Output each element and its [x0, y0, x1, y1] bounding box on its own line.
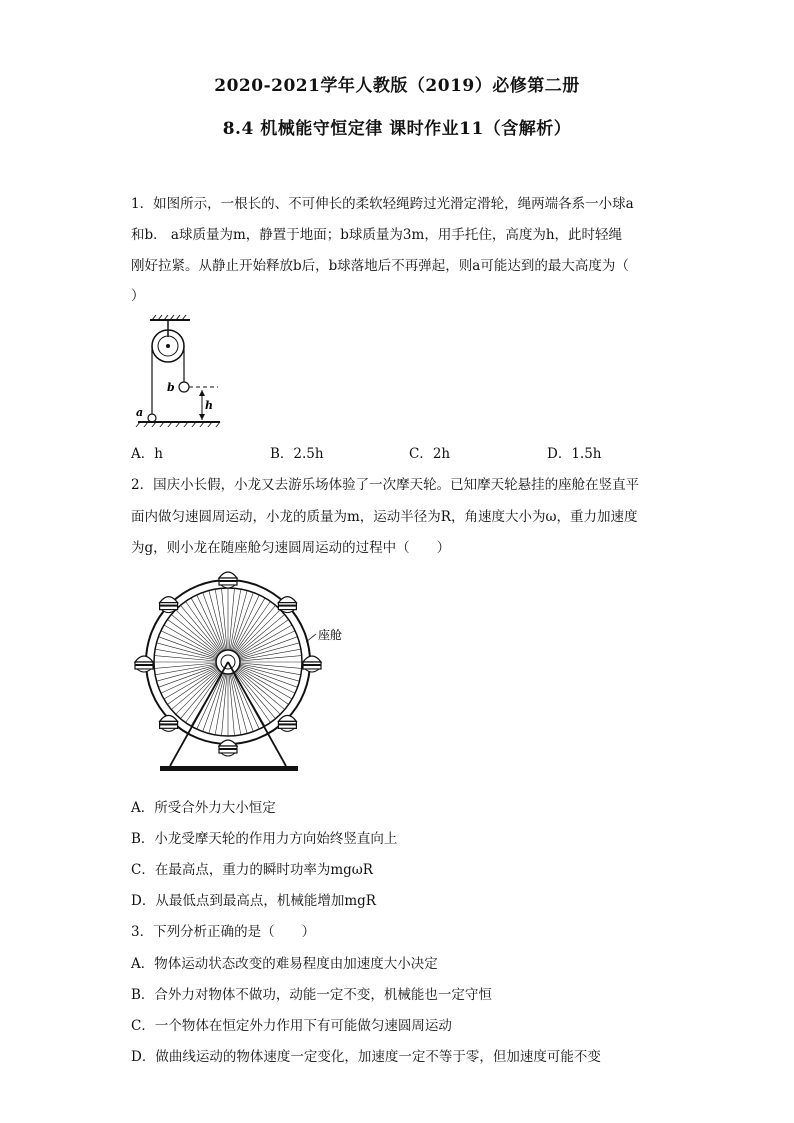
cabin-icon	[278, 597, 296, 613]
q3-stem: 3．下列分析正确的是（ ）	[131, 924, 316, 940]
q2-option-c: C．在最高点，重力的瞬时功率为mgωR	[131, 862, 373, 878]
q2-stem-line1: 2．国庆小长假，小龙又去游乐场体验了一次摩天轮。已知摩天轮悬挂的座舱在竖直平	[131, 477, 640, 493]
q3-option-c: C．一个物体在恒定外力作用下有可能做匀速圆周运动	[131, 1018, 452, 1034]
q3-option-b: B．合外力对物体不做功，动能一定不变，机械能也一定守恒	[131, 987, 492, 1003]
label-a: a	[136, 406, 144, 419]
q2-stem-line2: 面内做匀速圆周运动，小龙的质量为m，运动半径为R，角速度大小为ω，重力加速度	[131, 509, 638, 525]
cabin-icon	[160, 715, 178, 731]
q2-option-b: B．小龙受摩天轮的作用力方向始终竖直向上	[131, 831, 398, 847]
q2-stem-line3: 为g，则小龙在随座舱匀速圆周运动的过程中（ ）	[131, 540, 451, 556]
q1-stem-line1: 1．如图所示，一根长的、不可伸长的柔软轻绳跨过光滑定滑轮，绳两端各系一小球a	[131, 196, 634, 212]
q1-stem-line2: 和b． a球质量为m，静置于地面；b球质量为3m，用手托住，高度为h，此时轻绳	[131, 227, 623, 243]
cabin-icon	[135, 656, 153, 672]
q1-option-d: D．1.5h	[547, 446, 602, 462]
q2-option-d: D．从最低点到最高点，机械能增加mgR	[131, 893, 376, 909]
cabin-icon	[278, 715, 296, 731]
cabin-icon	[303, 656, 321, 672]
label-seat: 座舱	[318, 628, 343, 642]
document-title-line1: 2020-2021学年人教版（2019）必修第二册	[214, 76, 580, 96]
q1-stem-line4: ）	[131, 288, 145, 304]
label-b: b	[167, 381, 175, 394]
q3-option-a: A．物体运动状态改变的难易程度由加速度大小决定	[131, 956, 438, 972]
cabin-icon	[219, 740, 237, 756]
ferris-wheel-figure	[128, 570, 358, 780]
document-title-line2: 8.4 机械能守恒定律 课时作业11（含解析）	[222, 119, 572, 139]
q2-option-a: A．所受合外力大小恒定	[131, 800, 276, 816]
label-h: h	[205, 399, 213, 412]
q1-option-b: B．2.5h	[270, 446, 324, 462]
cabin-icon	[160, 597, 178, 613]
q3-option-d: D．做曲线运动的物体速度一定变化，加速度一定不等于零，但加速度可能不变	[131, 1049, 601, 1065]
cabin-icon	[219, 572, 237, 588]
q1-option-a: A．h	[131, 446, 163, 462]
q1-stem-line3: 刚好拉紧。从静止开始释放b后，b球落地后不再弹起，则a可能达到的最大高度为（	[131, 258, 629, 274]
q1-option-c: C．2h	[409, 446, 451, 462]
pulley-figure	[130, 312, 240, 437]
